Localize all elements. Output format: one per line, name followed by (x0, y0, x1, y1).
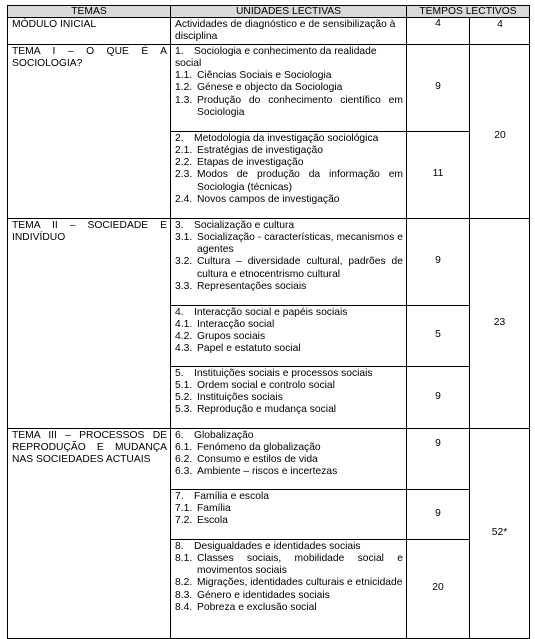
tempo-block-2: 11 (407, 131, 470, 218)
tema-1-title: TEMA I – O QUE É A SOCIOLOGIA? (8, 44, 171, 218)
unit-item: 4.1. Interacção social (175, 318, 275, 330)
syllabus-table (7, 5, 530, 639)
tempo-block-3: 9 (407, 218, 470, 305)
header-temas: TEMAS (8, 6, 171, 18)
unit-item: 6.3. Ambiente – riscos e incertezas (175, 466, 338, 478)
tempo-block-5: 9 (407, 366, 470, 428)
unit-item: 7.1. Família (175, 502, 231, 514)
unit-item: 4.3. Papel e estatuto social (175, 343, 301, 355)
unit-item: 1.1. Ciências Sociais e Sociologia (175, 70, 332, 82)
unit-block-5 (171, 366, 407, 428)
unit-item: 7.2. Escola (175, 515, 228, 527)
tempo-block-8: 20 (407, 539, 470, 638)
unit-item: 3.2. Cultura – diversidade cultural, padrões de cultura e etnocentrismo cultural (175, 256, 403, 280)
unit-item: 4.2. Grupos sociais (175, 331, 266, 343)
unit-heading: 7. Família e escola (175, 490, 269, 502)
total-tema-3: 52* (470, 428, 530, 638)
table-row (8, 218, 530, 305)
unit-item: 2.2. Etapas de investigação (175, 157, 304, 169)
unit-block-7 (171, 489, 407, 539)
unit-item: 2.4. Novos campos de investigação (175, 194, 340, 206)
unit-item: 2.1. Estratégias de investigação (175, 144, 323, 156)
unit-heading: 1. Sociologia e conhecimento da realidade social (175, 45, 377, 69)
table-row-modulo-inicial (8, 18, 530, 45)
unit-heading: 5. Instituições sociais e processos sociais (175, 367, 373, 379)
unit-block-6 (171, 428, 407, 489)
unit-item: 5.1. Ordem social e controlo social (175, 379, 335, 391)
unit-item: 6.2. Consumo e estilos de vida (175, 454, 318, 466)
tema-2-title: TEMA II – SOCIEDADE E INDIVÍDUO (8, 218, 171, 428)
total-modulo-inicial: 4 (470, 18, 530, 45)
header-row (8, 6, 530, 18)
tempo-block-4: 5 (407, 305, 470, 366)
unit-block-8 (171, 539, 407, 638)
table-row (8, 428, 530, 489)
unit-block-1 (171, 44, 407, 131)
unit-item: 5.3. Reprodução e mudança social (175, 404, 337, 416)
tempo-block-1: 9 (407, 44, 470, 131)
header-unidades: UNIDADES LECTIVAS (171, 6, 407, 18)
unit-heading: 3. Socialização e cultura (175, 219, 295, 231)
tempo-block-6: 9 (407, 428, 470, 489)
tempo-modulo-inicial: 4 (407, 18, 470, 45)
unit-block-2 (171, 131, 407, 218)
tempo-block-7: 9 (407, 489, 470, 539)
unit-item: 6.1. Fenómeno da globalização (175, 441, 321, 453)
unit-item: 8.4. Pobreza e exclusão social (175, 602, 317, 614)
unit-item: 1.2. Génese e objecto da Sociologia (175, 82, 343, 94)
total-tema-2: 23 (470, 218, 530, 428)
unit-item: 3.1. Socialização - características, mecanismos e agentes (175, 231, 403, 256)
unit-item: 1.3. Produção do conhecimento científico em Sociologia (175, 94, 403, 119)
unit-item: 8.1. Classes sociais, mobilidade social e movimentos sociais (175, 552, 403, 577)
unit-item: 3.3. Representações sociais (175, 281, 307, 293)
unit-heading: 8. Desigualdades e identidades sociais (175, 540, 361, 552)
unit-heading: 2. Metodologia da investigação sociológica (175, 132, 379, 144)
unidade-modulo-inicial: Actividades de diagnóstico e de sensibilização à disciplina (171, 18, 407, 45)
unit-item: 8.2. Migrações, identidades culturais e etnicidade (175, 577, 403, 589)
unit-item: 2.3. Modos de produção da informação em Sociologia (técnicas) (175, 169, 403, 193)
header-tempos: TEMPOS LECTIVOS (407, 6, 530, 18)
unit-item: 8.3. Género e identidades sociais (175, 589, 330, 601)
tema-3-title: TEMA III – PROCESSOS DE REPRODUÇÃO E MUDANÇA NAS SOCIEDADES ACTUAIS (8, 428, 171, 638)
unit-item: 5.2. Instituições sociais (175, 392, 283, 404)
unit-block-3 (171, 218, 407, 305)
tema-modulo-inicial: MÓDULO INICIAL (8, 18, 171, 45)
total-tema-1: 20 (470, 44, 530, 218)
table-row (8, 44, 530, 131)
unit-block-4 (171, 305, 407, 366)
unit-heading: 4. Interacção social e papéis sociais (175, 306, 348, 318)
unit-heading: 6. Globalização (175, 429, 254, 441)
